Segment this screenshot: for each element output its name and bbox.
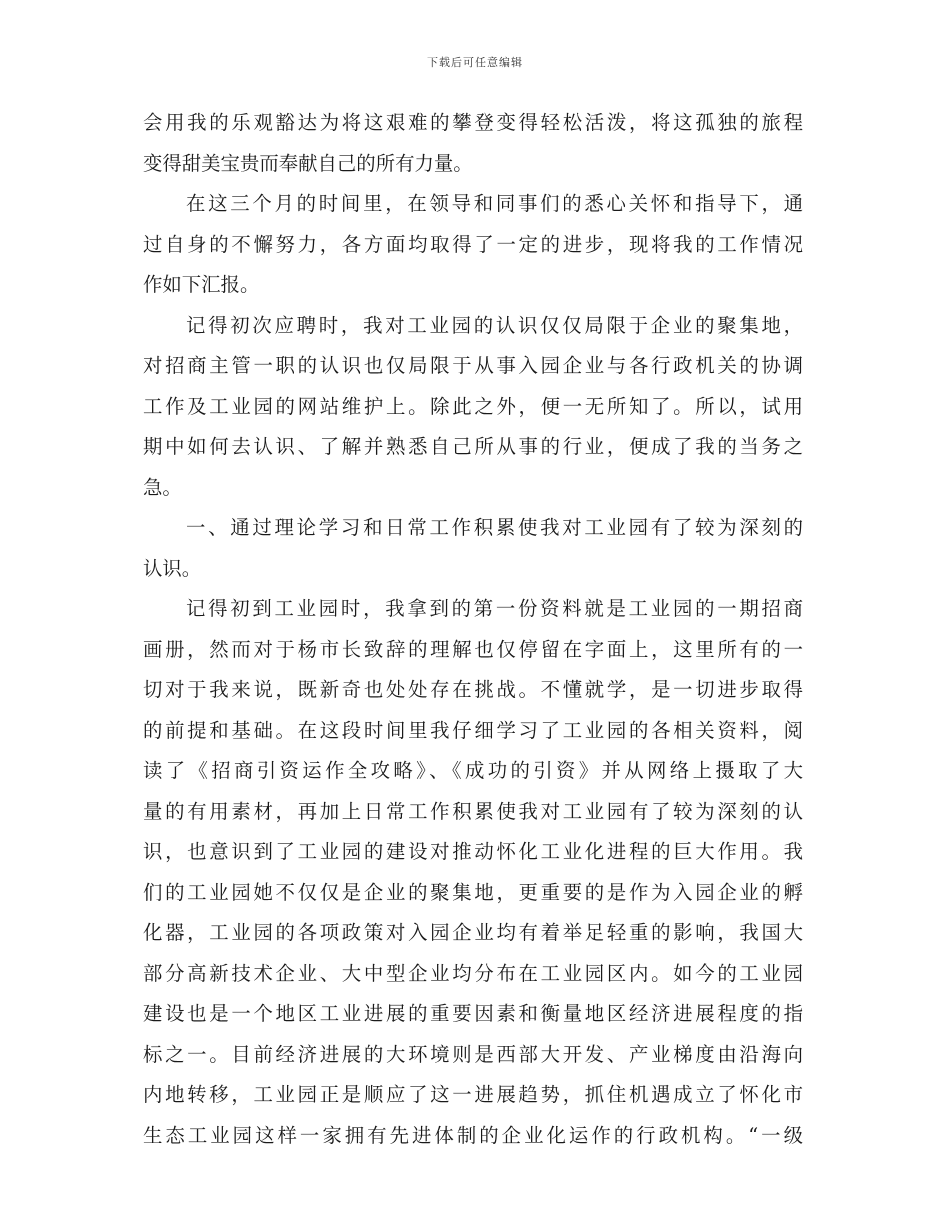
- paragraph-5: [143, 589, 803, 1156]
- text-line: 变得甜美宝贵而奉献自己的所有力量。: [143, 151, 473, 175]
- text-line: 化器，工业园的各项政策对入园企业均有着举足轻重的影响，我国大: [143, 921, 803, 944]
- text-line: 记得初到工业园时，我拿到的第一份资料就是工业园的一期招商: [186, 597, 803, 620]
- text-line: 标之一。目前经济进展的大环境则是西部大开发、产业梯度由沿海向: [143, 1042, 803, 1066]
- page-header: 下载后可任意编辑: [427, 56, 523, 69]
- document-body: [143, 103, 803, 1156]
- text-line: 切对于我来说，既新奇也处处存在挑战。不懂就学，是一切进步取得: [143, 678, 803, 701]
- text-line: 量的有用素材，再加上日常工作积累使我对工业园有了较为深刻的认: [143, 799, 803, 823]
- text-line: 生态工业园这样一家拥有先进体制的企业化运作的行政机构。“一级: [143, 1123, 803, 1147]
- text-line: 部分高新技术企业、大中型企业均分布在工业园区内。如今的工业园: [143, 961, 803, 985]
- text-line: 认识。: [143, 556, 202, 580]
- text-line: 内地转移，工业园正是顺应了这一进展趋势，抓住机遇成立了怀化市: [143, 1083, 803, 1106]
- text-line: 作如下汇报。: [143, 273, 260, 296]
- text-line: 一、通过理论学习和日常工作积累使我对工业园有了较为深刻的: [186, 516, 803, 539]
- text-line: 会用我的乐观豁达为将这艰难的攀登变得轻松活泼，将这孤独的旅程: [143, 111, 803, 134]
- text-line: 急。: [143, 475, 182, 499]
- paragraph-2: [143, 184, 803, 306]
- text-line: 过自身的不懈努力，各方面均取得了一定的进步，现将我的工作情况: [143, 232, 803, 256]
- text-line: 期中如何去认识、了解并熟悉自己所从事的行业，便成了我的当务之: [143, 435, 803, 458]
- text-line: 在这三个月的时间里，在领导和同事们的悉心关怀和指导下，通: [186, 192, 803, 215]
- text-line: 对招商主管一职的认识也仅局限于从事入园企业与各行政机关的协调: [143, 354, 803, 377]
- section-heading: [143, 508, 803, 589]
- text-line: 画册，然而对于杨市长致辞的理解也仅停留在字面上，这里所有的一: [143, 637, 803, 661]
- text-line: 工作及工业园的网站维护上。除此之外，便一无所知了。所以，试用: [143, 394, 803, 418]
- text-line: 记得初次应聘时，我对工业园的认识仅仅局限于企业的聚集地，: [186, 313, 803, 337]
- text-line: 们的工业园她不仅仅是企业的聚集地，更重要的是作为入园企业的孵: [143, 880, 803, 904]
- text-line: 的前提和基础。在这段时间里我仔细学习了工业园的各相关资料，阅: [143, 718, 803, 742]
- paragraph-3: [143, 306, 803, 509]
- paragraph-1: [143, 103, 803, 184]
- text-line: 建设也是一个地区工业进展的重要因素和衡量地区经济进展程度的指: [143, 1002, 803, 1025]
- text-line: 读了《招商引资运作全攻略》、《成功的引资》并从网络上摄取了大: [143, 759, 803, 782]
- text-line: 识，也意识到了工业园的建设对推动怀化工业化进程的巨大作用。我: [143, 840, 803, 863]
